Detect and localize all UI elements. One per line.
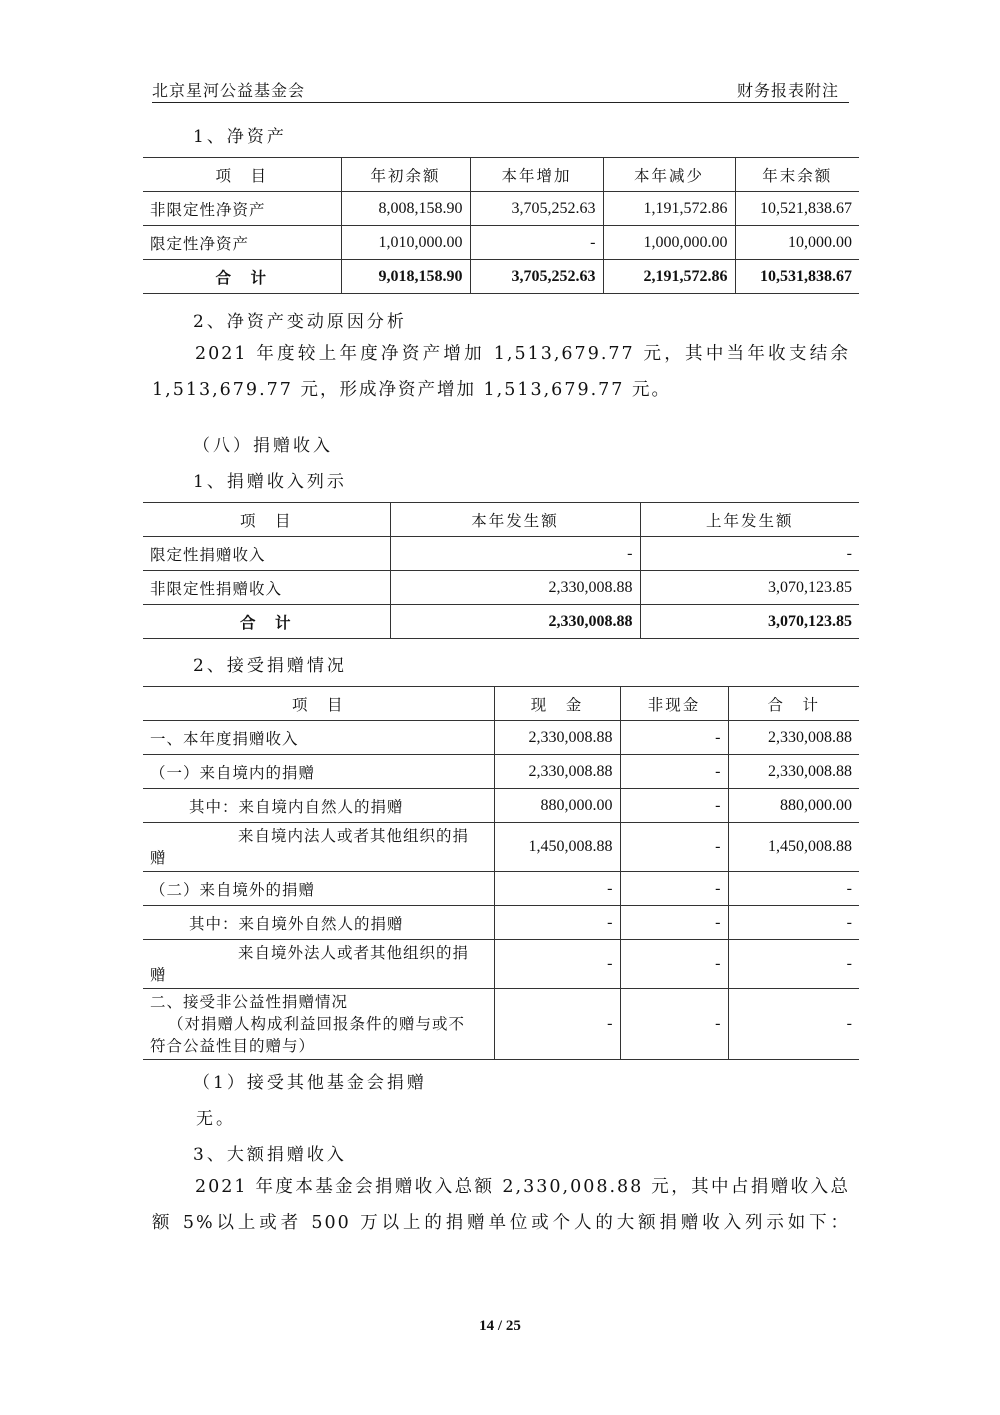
paragraph-line: 1,513,679.77 元，形成净资产增加 1,513,679.77 元。 (152, 380, 671, 400)
table-row (143, 571, 859, 605)
total-value: 10,531,838.67 (735, 260, 859, 294)
col-header: 现 金 (494, 687, 620, 721)
section-net-assets-change-title: 2、净资产变动原因分析 (193, 312, 407, 332)
cell-cash: 2,330,008.88 (494, 755, 620, 789)
row-label: 限定性捐赠收入 (143, 537, 390, 571)
donation-list-title: 1、捐赠收入列示 (193, 472, 347, 492)
cell-value: 10,000.00 (735, 226, 859, 260)
cell-total: 2,330,008.88 (728, 755, 859, 789)
col-header: 本年减少 (603, 158, 735, 192)
row-label-line: （对捐赠人构成利益回报条件的赠与或不 (168, 1015, 466, 1033)
cell-total: - (728, 872, 859, 906)
accept-donation-title: 2、接受捐赠情况 (193, 656, 347, 676)
row-label-line: 来自境内法人或者其他组织的捐 (238, 827, 470, 845)
table-header-row (143, 503, 859, 537)
cell-value: 8,008,158.90 (341, 192, 470, 226)
cell-cash: - (494, 872, 620, 906)
table-row (143, 755, 859, 789)
row-label: 其中：来自境外自然人的捐赠 (143, 906, 494, 940)
section-net-assets-title: 1、净资产 (193, 127, 287, 147)
cell-value: - (470, 226, 603, 260)
cell-cash: - (494, 906, 620, 940)
col-header: 合 计 (728, 687, 859, 721)
row-label: 其中：来自境内自然人的捐赠 (143, 789, 494, 823)
page-header (152, 76, 849, 103)
row-label (143, 940, 494, 989)
large-donation-title: 3、大额捐赠收入 (193, 1145, 347, 1165)
cell-total: 2,330,008.88 (728, 721, 859, 755)
row-label (143, 823, 494, 872)
col-header: 年初余额 (341, 158, 470, 192)
paragraph-line: 2021 年度本基金会捐赠收入总额 2,330,008.88 元，其中占捐赠收入总 (195, 1177, 850, 1197)
table-header-row (143, 687, 859, 721)
total-label: 合 计 (143, 605, 390, 639)
col-header: 项 目 (143, 687, 494, 721)
cell-noncash: - (620, 906, 728, 940)
table-row (143, 989, 859, 1060)
cell-total: - (728, 906, 859, 940)
col-header: 项 目 (143, 158, 341, 192)
large-donation-paragraph (152, 1169, 850, 1241)
table-row (143, 940, 859, 989)
cell-noncash: - (620, 755, 728, 789)
cell-cash: - (494, 989, 620, 1060)
cell-value: - (390, 537, 640, 571)
table-row (143, 226, 859, 260)
table-row (143, 789, 859, 823)
row-label-line: 赠 (150, 849, 167, 867)
row-label: 非限定性捐赠收入 (143, 571, 390, 605)
col-header: 本年发生额 (390, 503, 640, 537)
row-label: （一）来自境内的捐赠 (143, 755, 494, 789)
cell-noncash: - (620, 721, 728, 755)
section-donation-income-title: （八）捐赠收入 (193, 436, 333, 456)
other-foundation-body: 无。 (196, 1109, 236, 1129)
cell-total: - (728, 989, 859, 1060)
row-label (143, 989, 494, 1060)
paragraph-line: 2021 年度较上年度净资产增加 1,513,679.77 元，其中当年收支结余 (195, 344, 850, 364)
total-label: 合 计 (143, 260, 341, 294)
total-value: 9,018,158.90 (341, 260, 470, 294)
col-header: 年末余额 (735, 158, 859, 192)
header-doc-title: 财务报表附注 (736, 81, 839, 100)
col-header: 本年增加 (470, 158, 603, 192)
row-label: 限定性净资产 (143, 226, 341, 260)
cell-total: 880,000.00 (728, 789, 859, 823)
cell-total: - (728, 940, 859, 989)
net-assets-change-paragraph (152, 336, 850, 408)
table-row (143, 721, 859, 755)
total-value: 2,330,008.88 (390, 605, 640, 639)
net-assets-table (143, 157, 859, 294)
table-row (143, 823, 859, 872)
cell-value: 2,330,008.88 (390, 571, 640, 605)
col-header: 非现金 (620, 687, 728, 721)
table-row (143, 906, 859, 940)
cell-total: 1,450,008.88 (728, 823, 859, 872)
row-label-line: 符合公益性目的赠与） (150, 1037, 316, 1055)
cell-cash: - (494, 940, 620, 989)
total-value: 3,070,123.85 (640, 605, 859, 639)
row-label-line: 二、接受非公益性捐赠情况 (150, 993, 349, 1011)
cell-noncash: - (620, 789, 728, 823)
cell-value: 3,705,252.63 (470, 192, 603, 226)
col-header: 项 目 (143, 503, 390, 537)
table-total-row (143, 605, 859, 639)
cell-value: 1,010,000.00 (341, 226, 470, 260)
row-label: （二）来自境外的捐赠 (143, 872, 494, 906)
col-header: 上年发生额 (640, 503, 859, 537)
row-label: 非限定性净资产 (143, 192, 341, 226)
row-label-line: 来自境外法人或者其他组织的捐 (238, 944, 470, 962)
cell-noncash: - (620, 940, 728, 989)
table-row (143, 537, 859, 571)
paragraph-line: 额 5%以上或者 500 万以上的捐赠单位或个人的大额捐赠收入列示如下： (152, 1213, 850, 1233)
header-org: 北京星河公益基金会 (152, 81, 306, 100)
cell-noncash: - (620, 872, 728, 906)
table-row (143, 192, 859, 226)
table-header-row (143, 158, 859, 192)
cell-value: 1,000,000.00 (603, 226, 735, 260)
row-label: 一、本年度捐赠收入 (143, 721, 494, 755)
cell-noncash: - (620, 823, 728, 872)
cell-value: 10,521,838.67 (735, 192, 859, 226)
cell-cash: 2,330,008.88 (494, 721, 620, 755)
accept-donation-table (143, 686, 859, 1060)
table-total-row (143, 260, 859, 294)
other-foundation-title: （1）接受其他基金会捐赠 (193, 1073, 427, 1093)
total-value: 3,705,252.63 (470, 260, 603, 294)
cell-cash: 1,450,008.88 (494, 823, 620, 872)
donation-income-table (143, 502, 859, 639)
cell-value: - (640, 537, 859, 571)
row-label-line: 赠 (150, 966, 167, 984)
cell-noncash: - (620, 989, 728, 1060)
total-value: 2,191,572.86 (603, 260, 735, 294)
cell-value: 1,191,572.86 (603, 192, 735, 226)
cell-cash: 880,000.00 (494, 789, 620, 823)
table-row (143, 872, 859, 906)
cell-value: 3,070,123.85 (640, 571, 859, 605)
page-number: 14 / 25 (479, 1318, 521, 1334)
